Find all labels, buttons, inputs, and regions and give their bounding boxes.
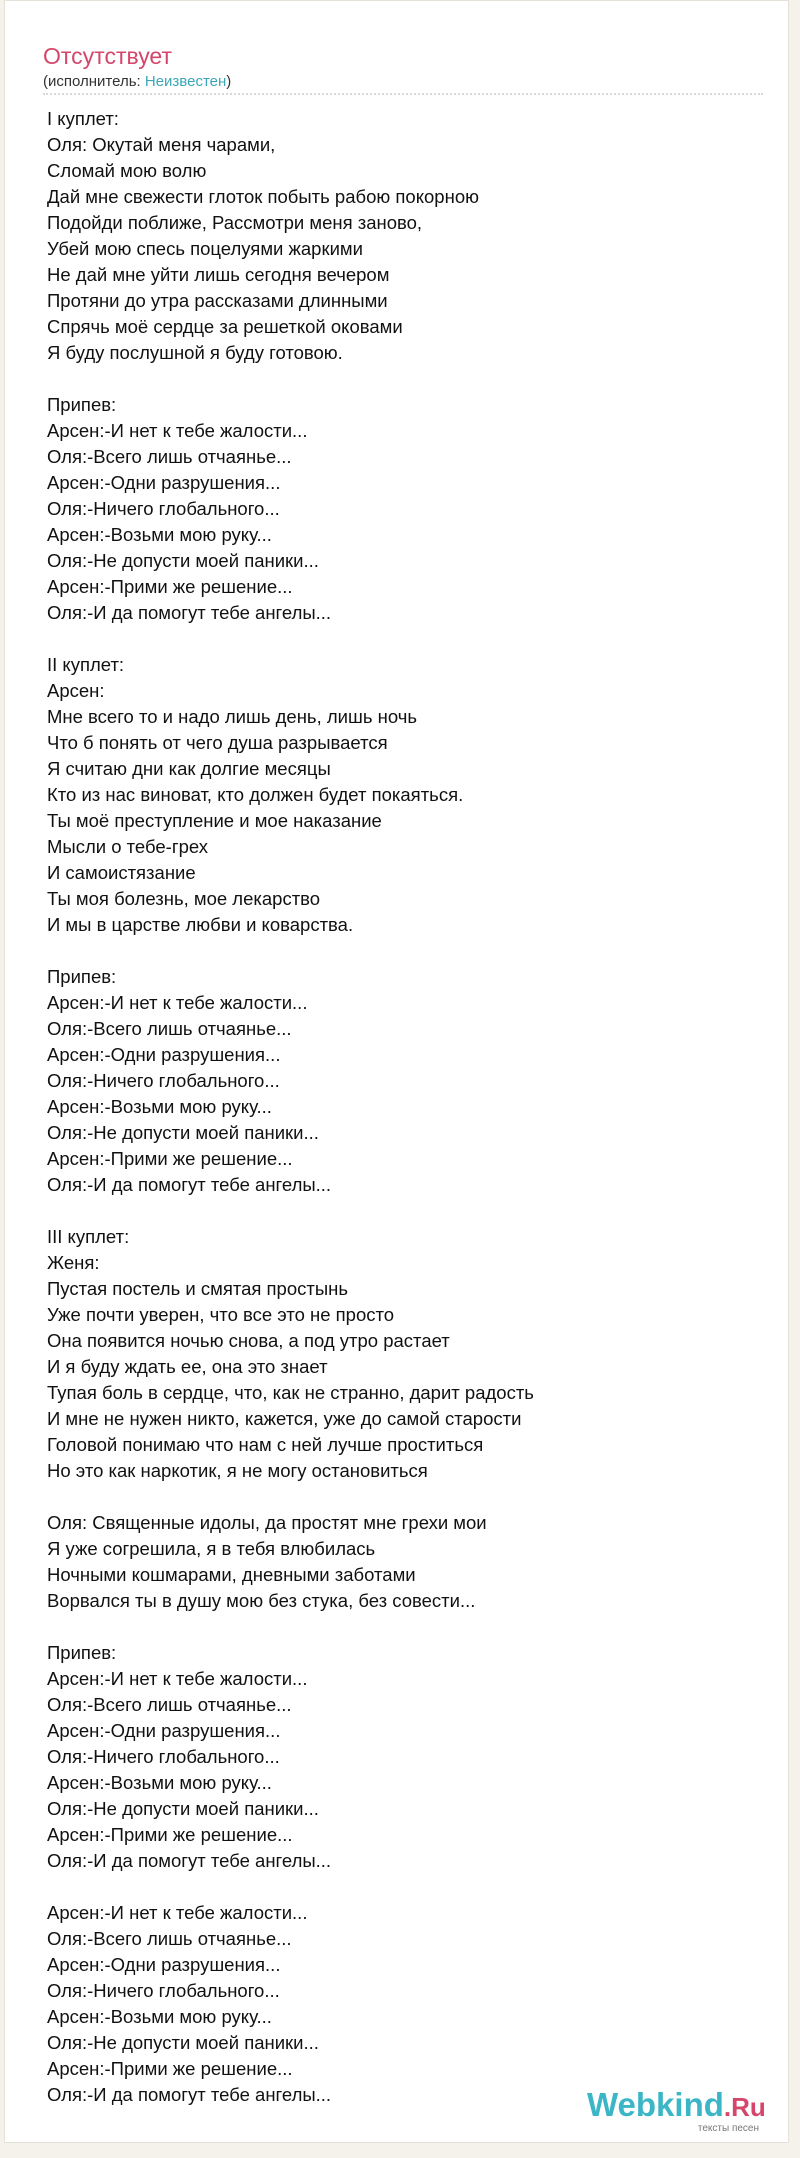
lyric-line: Я буду послушной я буду готовою. (47, 342, 343, 363)
lyric-line: Головой понимаю что нам с ней лучше проститься (47, 1434, 484, 1455)
lyric-line (47, 1484, 767, 1510)
lyric-line: Оля:-И да помогут тебе ангелы... (47, 2084, 332, 2105)
lyric-line: Пустая постель и смятая простынь (47, 1278, 349, 1299)
lyric-line: Женя: (47, 1252, 100, 1273)
lyric-line: Оля:-Не допусти моей паники... (47, 1798, 319, 1819)
lyric-line: Ночными кошмарами, дневными заботами (47, 1564, 416, 1585)
lyric-line: Оля:-Не допусти моей паники... (47, 1122, 319, 1143)
lyric-line: Ты моя болезнь, мое лекарство (47, 888, 321, 909)
lyric-line: Мысли о тебе-грех (47, 836, 209, 857)
lyric-line: Я считаю дни как долгие месяцы (47, 758, 331, 779)
lyric-line (47, 1874, 767, 1900)
lyric-line: Оля:-Всего лишь отчаянье... (47, 1018, 292, 1039)
lyric-line: Арсен:-Возьми мою руку... (47, 1096, 272, 1117)
lyric-line: III куплет: (47, 1226, 130, 1247)
lyric-line: Арсен:-Возьми мою руку... (47, 1772, 272, 1793)
lyric-line: Подойди поближе, Рассмотри меня заново, (47, 212, 423, 233)
lyric-line (47, 366, 767, 392)
lyric-line: Не дай мне уйти лишь сегодня вечером (47, 264, 390, 285)
lyric-line: Убей мою спесь поцелуями жаркими (47, 238, 363, 259)
lyric-line: Дай мне свежести глоток побыть рабою покорною (47, 186, 479, 207)
lyric-line: Оля:-Ничего глобального... (47, 1070, 280, 1091)
lyric-line: Арсен: (47, 680, 105, 701)
lyric-line: Арсен:-И нет к тебе жалости... (47, 992, 308, 1013)
lyric-line: И мы в царстве любви и коварства. (47, 914, 354, 935)
site-logo[interactable] (587, 2086, 777, 2138)
lyric-line: И самоистязание (47, 862, 196, 883)
lyric-line: Но это как наркотик, я не могу остановиться (47, 1460, 428, 1481)
lyric-line: И я буду ждать ее, она это знает (47, 1356, 328, 1377)
lyric-line: Арсен:-Возьми мою руку... (47, 524, 272, 545)
lyric-line: Кто из нас виноват, кто должен будет покаяться. (47, 784, 464, 805)
lyric-line: Оля:-Не допусти моей паники... (47, 550, 319, 571)
lyric-line: Протяни до утра рассказами длинными (47, 290, 388, 311)
lyric-line: Оля:-Всего лишь отчаянье... (47, 1928, 292, 1949)
lyric-line: Припев: (47, 1642, 117, 1663)
lyric-line: Оля:-И да помогут тебе ангелы... (47, 1850, 332, 1871)
lyric-line: Я уже согрешила, я в тебя влюбилась (47, 1538, 376, 1559)
lyric-line: Арсен:-Возьми мою руку... (47, 2006, 272, 2027)
artist-prefix: (исполнитель: (43, 73, 145, 90)
lyric-line: Оля: Священные идолы, да простят мне грехи мои (47, 1512, 487, 1533)
lyric-line: Ворвался ты в душу мою без стука, без совести... (47, 1590, 476, 1611)
logo-tagline: тексты песен (697, 2123, 759, 2134)
lyric-line: Арсен:-И нет к тебе жалости... (47, 1902, 308, 1923)
lyric-line: Арсен:-Одни разрушения... (47, 1044, 281, 1065)
lyric-line (47, 626, 767, 652)
lyric-line: Сломай мою волю (47, 160, 207, 181)
lyric-line: Припев: (47, 966, 117, 987)
artist-suffix: ) (226, 73, 232, 90)
logo-tld: .Ru (723, 2092, 766, 2122)
logo-name: Webkind (587, 2086, 724, 2123)
artist-link[interactable]: Неизвестен (144, 73, 227, 90)
lyric-line: Уже почти уверен, что все это не просто (47, 1304, 395, 1325)
lyric-line: Арсен:-Прими же решение... (47, 576, 293, 597)
artist-line (43, 73, 231, 91)
lyric-line: И мне не нужен никто, кажется, уже до самой старости (47, 1408, 522, 1429)
lyric-line: Она появится ночью снова, а под утро растает (47, 1330, 450, 1351)
lyric-line: Ты моё преступление и мое наказание (47, 810, 382, 831)
lyric-line: Арсен:-Прими же решение... (47, 1824, 293, 1845)
lyric-line: I куплет: (47, 108, 119, 129)
lyric-line: Оля:-И да помогут тебе ангелы... (47, 1174, 332, 1195)
lyric-line: Мне всего то и надо лишь день, лишь ночь (47, 706, 417, 727)
lyric-line: Арсен:-Прими же решение... (47, 1148, 293, 1169)
lyrics-text (47, 106, 767, 2108)
lyric-line: Арсен:-Прими же решение... (47, 2058, 293, 2079)
lyric-line: Что б понять от чего душа разрывается (47, 732, 388, 753)
lyric-line: Оля:-Ничего глобального... (47, 498, 280, 519)
lyric-line: Спрячь моё сердце за решеткой оковами (47, 316, 403, 337)
lyric-line: Арсен:-И нет к тебе жалости... (47, 420, 308, 441)
lyric-line: Припев: (47, 394, 117, 415)
song-page (4, 0, 789, 2143)
lyric-line: Арсен:-И нет к тебе жалости... (47, 1668, 308, 1689)
lyric-line (47, 1198, 767, 1224)
lyric-line: Арсен:-Одни разрушения... (47, 1720, 281, 1741)
lyric-line (47, 1614, 767, 1640)
lyric-line: Оля: Окутай меня чарами, (47, 134, 276, 155)
lyric-line: Арсен:-Одни разрушения... (47, 472, 281, 493)
lyric-line: Оля:-Всего лишь отчаянье... (47, 1694, 292, 1715)
lyric-line: Оля:-И да помогут тебе ангелы... (47, 602, 332, 623)
lyric-line (47, 938, 767, 964)
lyric-line: Оля:-Ничего глобального... (47, 1746, 280, 1767)
lyric-line: Тупая боль в сердце, что, как не странно, дарит радость (47, 1382, 534, 1403)
lyric-line: II куплет: (47, 654, 125, 675)
lyric-line: Оля:-Не допусти моей паники... (47, 2032, 319, 2053)
lyric-line: Оля:-Всего лишь отчаянье... (47, 446, 292, 467)
song-title: Отсутствует (43, 43, 172, 69)
logo-wordmark (587, 2086, 766, 2126)
lyric-line: Оля:-Ничего глобального... (47, 1980, 280, 2001)
lyric-line: Арсен:-Одни разрушения... (47, 1954, 281, 1975)
title-divider (43, 93, 763, 95)
